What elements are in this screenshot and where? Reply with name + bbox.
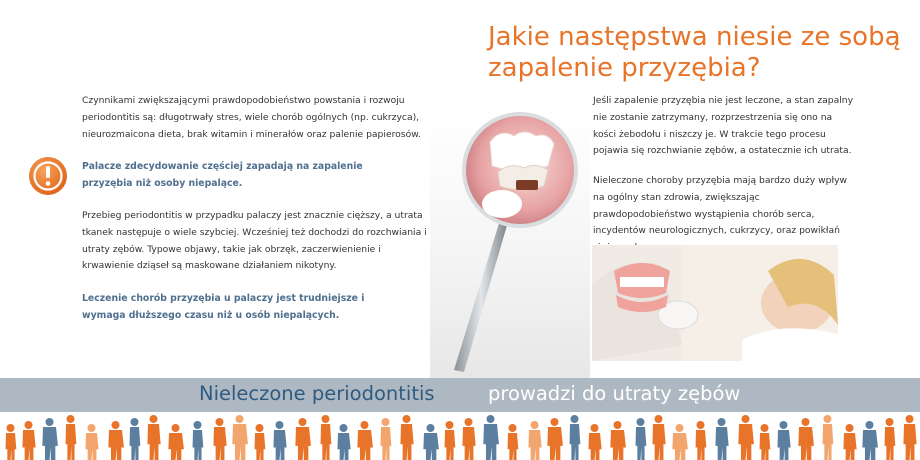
person-silhouette [715,418,728,460]
person-silhouette [130,418,141,460]
person-silhouette [357,421,373,460]
person-silhouette [445,421,456,460]
person-silhouette [381,418,392,460]
person-silhouette [66,415,77,460]
people-silhouettes [0,410,920,460]
patient-photo [592,245,838,361]
person-silhouette [400,415,413,460]
person-silhouette [508,424,519,460]
banner-text-right: prowadzi do utraty zębów [488,382,741,405]
person-silhouette [798,418,814,460]
person-silhouette [823,415,834,460]
person-silhouette [168,424,184,460]
left-paragraph-smokers-course: Przebieg periodontitis w przypadku palaczy jest znacznie cięższy, a utrata tkanek następuje o wiele szybciej. Wcześniej też dochodzi do rozchwiania i utraty zębów. Typowe objawy, takie jak obrzęk, zaczerwienienie i krwawienie dziąseł są maskowane działaniem nikotyny. [82,210,427,272]
person-silhouette [321,415,332,460]
highlight-smokers: Palacze zdecydowanie częściej zapadają na zapalenie przyzębia niż osoby niepalące. [82,161,363,189]
heading-line-2: zapalenie przyzębia? [488,53,761,83]
person-silhouette [760,424,771,460]
heading-line-1: Jakie następstwa niesie ze sobą [488,22,901,52]
person-silhouette [547,418,563,460]
person-silhouette [273,421,286,460]
person-silhouette [483,415,499,460]
person-silhouette [528,421,541,460]
highlight-treatment: Leczenie chorób przyzębia u palaczy jest trudniejsze i wymaga dłuższego czasu niż u osób niepalących. [82,293,365,321]
person-silhouette [337,424,350,460]
banner-text-left: Nieleczone periodontitis [199,382,435,405]
dental-mirror [420,100,590,380]
person-silhouette [85,424,98,460]
right-paragraph-general-health: Nieleczone choroby przyzębia mają bardzo duży wpływ na ogólny stan zdrowia, zwiększając prawdopodobieństwo wystąpienia chorób serca, incydentów neurologicznych, cukrzycy, oraz powikłań [593,175,848,237]
person-silhouette [108,421,124,460]
right-paragraph-untreated: Jeśli zapalenie przyzębia nie jest leczone, a stan zapalny nie zostanie zatrzymany, rozprzestrzenia się ono na kości żebodołu i niszczy je. W trakcie tego procesu pojawia się rozchwianie zębów, a ostatecznie ich utrata. [593,95,854,157]
left-paragraph-risk-factors: Czynnikami zwiększającymi prawdopodobieństwo powstania i rozwoju periodontitis są: długotrwały stres, wiele chorób ogólnych (np. cukrzyca), nieurozmaicona dieta, brak witamin i minerałów oraz palenie papierosów. [82,95,421,140]
person-silhouette [636,418,647,460]
person-silhouette [610,421,626,460]
person-silhouette [42,418,58,460]
person-silhouette [696,421,707,460]
person-silhouette [213,418,226,460]
person-silhouette [903,415,916,460]
person-silhouette [462,418,475,460]
person-silhouette [588,424,601,460]
person-silhouette [423,424,439,460]
exclamation-icon [28,156,68,196]
person-silhouette [738,415,754,460]
person-silhouette [672,424,688,460]
person-silhouette [862,421,878,460]
person-silhouette [295,418,311,460]
person-silhouette [652,415,665,460]
page-heading [488,22,908,84]
person-silhouette [570,415,581,460]
person-silhouette [6,424,17,460]
bottom-banner [0,378,920,412]
person-silhouette [147,415,160,460]
person-silhouette [885,418,896,460]
person-silhouette [232,415,248,460]
person-silhouette [843,424,856,460]
person-silhouette [255,424,266,460]
person-silhouette [22,421,35,460]
person-silhouette [777,421,790,460]
person-silhouette [193,421,204,460]
